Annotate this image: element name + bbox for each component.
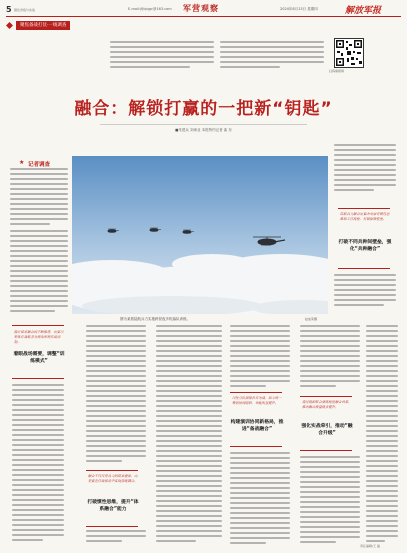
text-line [12, 389, 64, 391]
text-line [156, 360, 222, 362]
text-line [230, 542, 266, 544]
text-line [366, 410, 398, 412]
text-line [156, 460, 222, 462]
text-line [366, 455, 398, 457]
reporter-note-title: 记者调查 [28, 162, 51, 168]
text-line [366, 330, 398, 332]
text-line [230, 472, 290, 474]
tag-arrow-icon [6, 22, 13, 29]
text-line [86, 415, 146, 417]
text-line [12, 454, 64, 456]
byline: ■朱建兵 刘承业 本报特约记者 曲 东 [175, 128, 232, 132]
text-line [366, 535, 398, 537]
text-line [156, 390, 222, 392]
text-line [156, 400, 222, 402]
text-line [86, 390, 146, 392]
pull-quote-rule [338, 208, 390, 209]
text-line [230, 360, 290, 362]
text-line [156, 335, 222, 337]
text-line [86, 400, 146, 402]
text-line [230, 457, 290, 459]
pull-quote-heading: 打破不同兵种间壁垒，强化“兵种融合” [338, 240, 392, 252]
series-tag [6, 21, 96, 30]
text-line [300, 501, 360, 503]
qr-caption: 扫码看视频 [329, 69, 345, 73]
section-name: 强化训练与实战 [14, 8, 36, 12]
text-line [12, 449, 64, 451]
text-line [12, 444, 64, 446]
text-line [156, 540, 196, 542]
text-line [230, 487, 290, 489]
text-line [86, 430, 146, 432]
text-line [12, 419, 64, 421]
text-line [300, 476, 360, 478]
text-line [366, 490, 398, 492]
text-line [12, 439, 64, 441]
text-line [86, 410, 146, 412]
text-line [86, 395, 146, 397]
pull-quote-lead: 随着体系融合的不断推进，需要以整体作战链条为视角审视作战问题。 [14, 330, 64, 344]
pull-quote-lead: 以往分队演练各自为战，如今统一筹划协同组织，效能明显提升。 [232, 396, 282, 405]
text-line [86, 440, 146, 442]
text-line [156, 470, 222, 472]
text-line [366, 445, 398, 447]
text-line [366, 400, 398, 402]
pull-quote-heading: 构建演训协同新格局，推进“备战融合” [230, 420, 284, 432]
text-line [230, 335, 290, 337]
text-line [230, 330, 290, 332]
text-line [230, 517, 290, 519]
news-photo [72, 156, 328, 314]
text-line [86, 425, 146, 427]
text-line [12, 394, 64, 396]
text-line [12, 399, 64, 401]
text-line [366, 350, 398, 352]
text-line [300, 355, 360, 357]
text-line [230, 502, 290, 504]
text-line [230, 477, 290, 479]
text-line [156, 440, 222, 442]
text-line [86, 535, 146, 537]
pull-quote-heading: 强化实战牵引，推动“融合升级” [301, 424, 353, 436]
text-line [12, 459, 64, 461]
email-address: E-mail:jfjbjqgc@163.com [128, 7, 172, 11]
text-line [230, 370, 290, 372]
text-line [156, 520, 222, 522]
text-line [156, 425, 222, 427]
text-line [300, 380, 360, 382]
text-line [366, 370, 398, 372]
text-line [156, 450, 222, 452]
text-line [156, 410, 222, 412]
text-line [86, 365, 146, 367]
text-line [12, 429, 64, 431]
text-line [86, 460, 122, 462]
text-line [230, 365, 290, 367]
text-line [300, 526, 360, 528]
text-line [156, 355, 222, 357]
text-line [300, 531, 360, 533]
text-line [300, 481, 360, 483]
text-line [366, 390, 398, 392]
text-line [156, 325, 222, 327]
text-line [86, 435, 146, 437]
pull-quote-rule [230, 392, 282, 393]
text-line [366, 425, 398, 427]
text-line [156, 455, 222, 457]
text-line [230, 482, 290, 484]
text-line [86, 445, 146, 447]
text-line [12, 489, 64, 491]
text-line [86, 450, 146, 452]
text-line [300, 360, 360, 362]
text-line [12, 384, 64, 386]
text-line [12, 514, 64, 516]
text-line [366, 450, 398, 452]
text-line [300, 511, 360, 513]
text-line [300, 536, 360, 538]
text-line [156, 435, 222, 437]
text-line [300, 496, 360, 498]
text-line [366, 515, 398, 517]
text-line [366, 510, 398, 512]
text-line [156, 535, 222, 537]
text-line [156, 420, 222, 422]
text-line [86, 325, 146, 327]
text-line [156, 375, 222, 377]
text-line [366, 380, 398, 382]
text-line [366, 465, 398, 467]
text-line [12, 494, 64, 496]
text-line [86, 385, 146, 387]
text-line [156, 340, 222, 342]
pull-quote-lead: 通过组织联合演练检验融合效果，推动融合质量稳步提升。 [302, 400, 352, 409]
text-line [86, 530, 146, 532]
text-line [366, 495, 398, 497]
text-line [300, 471, 360, 473]
text-line [366, 420, 398, 422]
text-line [366, 505, 398, 507]
text-line [300, 335, 360, 337]
text-line [156, 380, 222, 382]
text-line [366, 540, 385, 542]
issue-date: 2024年8月13日 星期四 [280, 7, 318, 11]
text-line [156, 370, 222, 372]
text-line [156, 480, 222, 482]
text-line [230, 527, 290, 529]
text-line [156, 415, 222, 417]
text-line [230, 355, 290, 357]
text-line [12, 499, 64, 501]
star-icon: ★ [19, 159, 25, 166]
text-line [86, 370, 146, 372]
text-line [86, 380, 146, 382]
series-tag-label: 聚焦备战打仗·一线调查 [16, 21, 70, 30]
qr-code[interactable] [334, 38, 364, 68]
header-rule [6, 16, 401, 17]
photo-credit: 赵成荣摄 [305, 317, 318, 321]
text-line [156, 345, 222, 347]
text-line [366, 485, 398, 487]
text-line [156, 510, 222, 512]
text-line [300, 466, 360, 468]
text-line [86, 375, 146, 377]
text-line [230, 532, 290, 534]
text-line [12, 504, 64, 506]
text-line [12, 469, 64, 471]
text-line [156, 475, 222, 477]
text-line [300, 375, 360, 377]
text-line [300, 506, 360, 508]
pull-quote-heading: 打破惯性思维，提升“体系融合”能力 [87, 500, 139, 512]
text-line [156, 465, 222, 467]
text-line [156, 430, 222, 432]
text-line [156, 395, 222, 397]
text-line [366, 345, 398, 347]
text-line [366, 475, 398, 477]
text-line [156, 485, 222, 487]
text-line [12, 479, 64, 481]
text-line [300, 350, 360, 352]
text-line [366, 395, 398, 397]
text-line [156, 515, 222, 517]
text-line [230, 497, 290, 499]
text-line [300, 365, 360, 367]
text-line [366, 355, 398, 357]
text-line [12, 424, 64, 426]
text-line [300, 486, 360, 488]
text-line [86, 540, 122, 542]
text-line [230, 462, 290, 464]
text-line [12, 509, 64, 511]
text-line [156, 505, 222, 507]
right-column-text [334, 144, 396, 204]
text-line [156, 405, 222, 407]
text-line [12, 474, 64, 476]
text-line [12, 484, 64, 486]
pull-quote-lead: 陆航兵力融合需要改变原有惯性思维和工作流程，打破保障壁垒。 [340, 212, 390, 221]
left-column-text [10, 168, 68, 318]
text-line [366, 460, 398, 462]
text-line [230, 340, 290, 342]
text-line [366, 365, 398, 367]
pull-quote-rule [86, 470, 138, 471]
pull-quote-rule [230, 446, 282, 447]
text-line [230, 380, 290, 382]
pull-quote-rule [300, 450, 352, 451]
pull-quote-rule [338, 268, 390, 269]
text-line [300, 325, 360, 327]
text-line [86, 335, 146, 337]
text-line [366, 405, 398, 407]
text-line [300, 370, 360, 372]
text-line [366, 340, 398, 342]
text-line [300, 456, 360, 458]
text-line [300, 541, 336, 543]
text-line [230, 537, 290, 539]
intro-text [110, 41, 324, 77]
text-line [156, 525, 222, 527]
text-line [12, 404, 64, 406]
text-line [366, 480, 398, 482]
text-line [230, 452, 290, 454]
text-line [366, 325, 398, 327]
text-line [86, 360, 146, 362]
text-line [230, 385, 266, 387]
text-line [300, 345, 360, 347]
masthead-logo: 解放军报 [345, 6, 382, 16]
text-line [230, 522, 290, 524]
text-line [230, 467, 290, 469]
text-line [230, 512, 290, 514]
text-line [366, 440, 398, 442]
text-line [366, 360, 398, 362]
text-line [230, 325, 290, 327]
text-line [86, 350, 146, 352]
text-line [156, 500, 222, 502]
text-line [86, 330, 146, 332]
pull-quote-heading: 着眼战场需要，调整“训练模式” [13, 352, 65, 364]
text-line [12, 519, 64, 521]
pull-quote-lead: 融合不仅仅是兵力的简单叠加，而是要在作战体系中实现深度耦合。 [88, 474, 138, 483]
text-line [156, 495, 222, 497]
text-line [300, 491, 360, 493]
text-line [12, 434, 64, 436]
text-line [86, 340, 146, 342]
text-line [156, 330, 222, 332]
text-line [366, 530, 398, 532]
pull-quote-rule [12, 325, 64, 326]
text-line [86, 455, 146, 457]
headline-rule [100, 124, 307, 125]
text-line [12, 529, 64, 531]
pull-quote-rule [12, 378, 64, 379]
text-line [12, 539, 43, 541]
text-line [230, 350, 290, 352]
text-line [366, 435, 398, 437]
text-line [86, 405, 146, 407]
text-line [366, 335, 398, 337]
text-line [12, 464, 64, 466]
text-line [86, 355, 146, 357]
text-line [156, 365, 222, 367]
text-line [230, 492, 290, 494]
text-line [366, 415, 398, 417]
text-line [12, 414, 64, 416]
text-line [300, 340, 360, 342]
text-line [86, 420, 146, 422]
text-line [156, 350, 222, 352]
text-line [230, 375, 290, 377]
pull-quote-rule [300, 396, 352, 397]
column-title: 军营观察 [183, 4, 219, 13]
text-line [230, 345, 290, 347]
text-line [230, 507, 290, 509]
text-line [12, 409, 64, 411]
text-line [366, 470, 398, 472]
text-line [300, 516, 360, 518]
text-line [366, 520, 398, 522]
text-line [300, 521, 360, 523]
text-line [12, 534, 64, 536]
text-line [366, 375, 398, 377]
text-line [300, 461, 360, 463]
text-line [366, 430, 398, 432]
headline: 融合：解锁打赢的一把新“钥匙” [74, 99, 333, 119]
text-line [366, 385, 398, 387]
text-line [300, 385, 336, 387]
text-line [156, 530, 222, 532]
footer-note: 责任编辑/王 磊 [360, 544, 380, 548]
right-column-text-2 [334, 274, 396, 314]
text-line [12, 524, 64, 526]
text-line [156, 445, 222, 447]
text-line [156, 385, 222, 387]
pull-quote-rule [86, 526, 138, 527]
page-number: 5 [6, 5, 12, 14]
text-line [366, 500, 398, 502]
text-line [156, 490, 222, 492]
text-line [86, 345, 146, 347]
text-line [366, 525, 398, 527]
photo-caption: 图为某旅陆航兵力实施跨昼夜多机编队训练。 [120, 317, 190, 321]
text-line [300, 330, 360, 332]
